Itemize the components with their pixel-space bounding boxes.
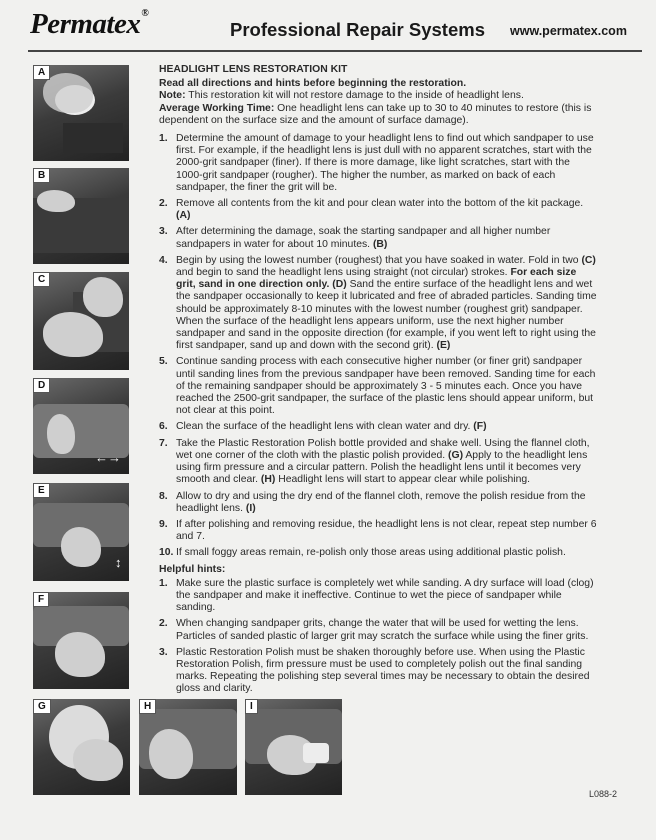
- step-7: [159, 438, 597, 487]
- step-number: 7.: [159, 437, 168, 449]
- photo-a: [33, 65, 129, 161]
- step-number: 10.: [159, 547, 174, 559]
- step-text: (E): [436, 340, 451, 352]
- step-text: Headlight lens will start to appear clear while polishing.: [275, 474, 531, 486]
- photo-label-a: A: [33, 65, 50, 80]
- steps-list: [159, 133, 597, 560]
- step-text: Begin by using the lowest number (roughest) that you have soaked in water. Fold in two: [176, 254, 582, 266]
- photo-label-i: I: [245, 699, 258, 714]
- hints-list: [159, 578, 597, 696]
- step-text: (A): [176, 210, 191, 222]
- photo-label-g: G: [33, 699, 51, 714]
- step-text: If after polishing and removing residue, the headlight lens is not clear, repeat step number 6 and 7.: [176, 518, 597, 543]
- step-text: (D): [332, 279, 347, 291]
- step-number: 2.: [159, 198, 168, 210]
- photo-label-d: D: [33, 378, 50, 393]
- note: Note: This restoration kit will not restore damage to the inside of headlight lens.: [159, 90, 524, 102]
- helpful-hints-title: Helpful hints:: [159, 563, 226, 575]
- step-text: (H): [260, 474, 276, 486]
- header-divider: [28, 50, 642, 52]
- header-url: www.permatex.com: [510, 24, 627, 38]
- step-5: [159, 356, 597, 417]
- photo-i: [245, 699, 342, 795]
- step-1: [159, 133, 597, 194]
- photo-g: [33, 699, 130, 795]
- average-working-time: Average Working Time: One headlight lens can take up to 30 to 40 minutes to restore (this is dependent on the surface size and the amount of surface damage).: [159, 102, 592, 126]
- step-text: For each size grit, sand in one direction only.: [176, 267, 577, 291]
- step-3: [159, 226, 597, 250]
- step-number: 9.: [159, 518, 168, 530]
- hint-3: [159, 647, 597, 696]
- hint-1: [159, 578, 597, 615]
- step-text: (F): [473, 421, 487, 433]
- photo-d: [33, 378, 129, 474]
- kit-title: HEADLIGHT LENS RESTORATION KIT: [159, 64, 348, 75]
- instructions: [159, 64, 597, 700]
- step-number: 5.: [159, 356, 168, 368]
- photo-b: [33, 168, 129, 264]
- step-number: 4.: [159, 254, 168, 266]
- page-header: [0, 0, 656, 52]
- direction-arrow-icon: ←→: [95, 450, 121, 465]
- step-text: Allow to dry and using the dry end of the flannel cloth, remove the polish residue from the headlight lens.: [176, 490, 586, 514]
- hint-number: 3.: [159, 646, 168, 658]
- step-2: [159, 198, 597, 222]
- step-number: 1.: [159, 133, 168, 145]
- hint-2: [159, 618, 597, 642]
- step-text: Remove all contents from the kit and pour clean water into the bottom of the kit package.: [176, 198, 584, 210]
- hint-number: 2.: [159, 618, 168, 630]
- step-number: 6.: [159, 421, 168, 433]
- photo-e: [33, 483, 129, 581]
- step-10: [159, 547, 597, 559]
- photo-c: [33, 272, 129, 370]
- step-text: Sand the entire surface of the headlight lens and wet the sandpaper occasionally to keep it lubricated and free of abraded particles. Sanding time should be approximately 8-10 minutes with the lowest number (roughest grit) sandpaper. When the surface of the headlight lens appears uniform, use the next higher number sandpaper and sand in the opposite direction (for example, if you went left to right using the first sandpaper, sand up and down with the second grit).: [176, 279, 597, 352]
- header-title: Professional Repair Systems: [230, 19, 485, 40]
- step-9: [159, 519, 597, 543]
- step-6: [159, 421, 597, 433]
- permatex-logo: Permatex®: [30, 8, 149, 40]
- photo-label-e: E: [33, 483, 50, 498]
- step-number: 3.: [159, 226, 168, 238]
- step-text: (C): [581, 254, 596, 266]
- step-text: Take the Plastic Restoration Polish bottle provided and shake well. Using the flannel cloth, wet one corner of the cloth with the plastic polish provided.: [176, 437, 590, 461]
- read-all-notice: Read all directions and hints before beginning the restoration.: [159, 78, 467, 90]
- vertical-arrow-icon: ↕: [115, 555, 122, 570]
- step-text: If small foggy areas remain, re-polish only those areas using additional plastic polish.: [176, 547, 566, 559]
- step-text: Continue sanding process with each consecutive higher number (or finer grit) sandpaper until sanding lines from the previous sandpaper have been removed. Sanding time for each of the remaining sandpaper should be approximately 3 - 5 minutes each. Once you have reached the 2500-grit sandpaper, the surface of the plastic lens should appear uniform, but not clear at this point.: [176, 356, 596, 417]
- step-text: and begin to sand the headlight lens using straight (not circular) strokes.: [176, 267, 511, 279]
- step-text: Clean the surface of the headlight lens with clean water and dry.: [176, 421, 474, 433]
- step-text: (B): [372, 238, 388, 250]
- photo-h: [139, 699, 237, 795]
- step-text: Apply to the headlight lens using firm pressure and a circular pattern. Polish the headlight lens until it becomes very smooth and clear.: [176, 449, 588, 486]
- step-4: [159, 255, 597, 353]
- step-text: (I): [245, 502, 256, 514]
- hint-text: Plastic Restoration Polish must be shaken thoroughly before use. When using the Plastic Restoration Polish, firm pressure must be used to completely polish out the final sanding marks. Repeating the polishing step several times may be necessary to obtain the desired gloss and clarity.: [176, 646, 590, 695]
- photo-label-f: F: [33, 592, 49, 607]
- step-8: [159, 491, 597, 515]
- step-text: Determine the amount of damage to your headlight lens to find out which sandpaper to use first. For example, if the headlight lens is just dull with no apparent scratches, start with the 2000-grit sandpaper (finer). If there is more damage, like light scratches, start with the 1000-grit sandpaper (rougher). The higher the number, as marked on back of each sandpaper, the finer the grit will be.: [176, 133, 594, 193]
- document-code: L088-2: [589, 789, 618, 799]
- hint-text: Make sure the plastic surface is completely wet while sanding. A dry surface will load (clog) the sandpaper and make it ineffective. Continue to wet the piece of sandpaper while sanding.: [176, 577, 594, 614]
- photo-f: [33, 592, 129, 689]
- step-number: 8.: [159, 490, 168, 502]
- photo-label-b: B: [33, 168, 50, 183]
- hint-text: When changing sandpaper grits, change the water that will be used for wetting the lens. Particles of sanded plastic of larger grit may scratch the surface while using the finer grits.: [176, 618, 589, 642]
- photo-label-c: C: [33, 272, 50, 287]
- photo-label-h: H: [139, 699, 156, 714]
- step-text: (G): [448, 449, 464, 461]
- step-text: After determining the damage, soak the starting sandpaper and all higher number sandpapers in water for about 10 minutes.: [176, 226, 551, 250]
- hint-number: 1.: [159, 577, 168, 589]
